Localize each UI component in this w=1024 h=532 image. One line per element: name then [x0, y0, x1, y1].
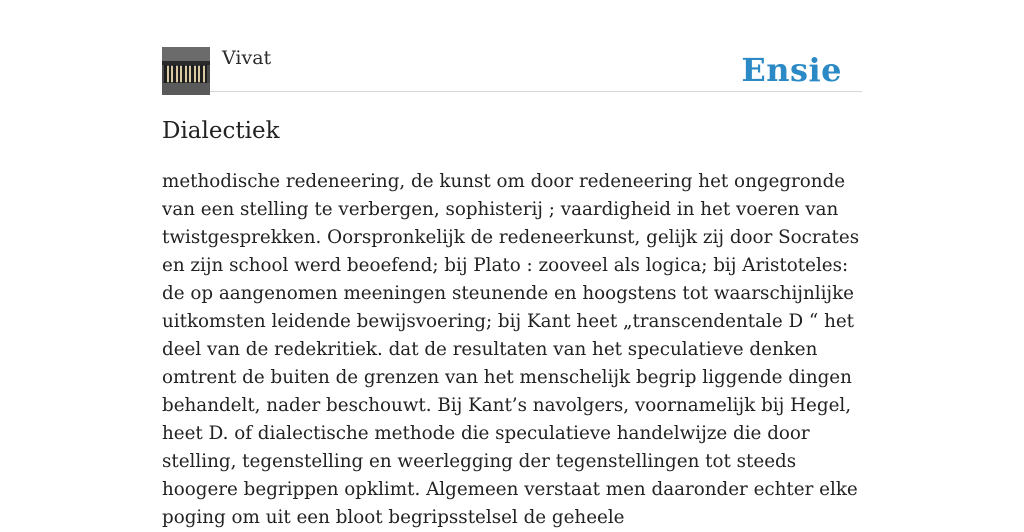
source-name[interactable]: Vivat — [222, 47, 272, 69]
header — [162, 0, 862, 92]
page-title: Dialectiek — [162, 118, 280, 144]
bookshelf-avatar-icon[interactable] — [162, 47, 210, 95]
page-container — [162, 0, 862, 528]
article-body: methodische redeneering, de kunst om door redeneering het ongegronde van een stelling te verbergen, sophisterij ; vaardigheid in het voeren van twistgesprekken. Oorspronkelijk de redeneerkunst, gelijk zij door Socrates en zijn school werd beoefend; bij Plato : zooveel als logica; bij Aristoteles: de op aangenomen meeningen steunende en hoogstens tot waarschijnlijke uitkomsten leidende bewijsvoering; bij Kant heet „transcendentale D “ het deel van de redekritiek. dat de resultaten van het speculatieve denken omtrent de buiten de grenzen van het menschelijk begrip liggende dingen behandelt, nader beschouwt. Bij Kant’s navolgers, voornamelijk bij Hegel, heet D. of dialectische methode die speculatieve handelwijze die door stelling, tegenstelling en weerlegging der tegenstellingen tot steeds hoogere begrippen opklimt. Algemeen verstaat men daaronder echter elke poging om uit een bloot begripsstelsel de geheele — [162, 171, 860, 528]
brand-logo[interactable]: Ensie — [741, 51, 842, 89]
